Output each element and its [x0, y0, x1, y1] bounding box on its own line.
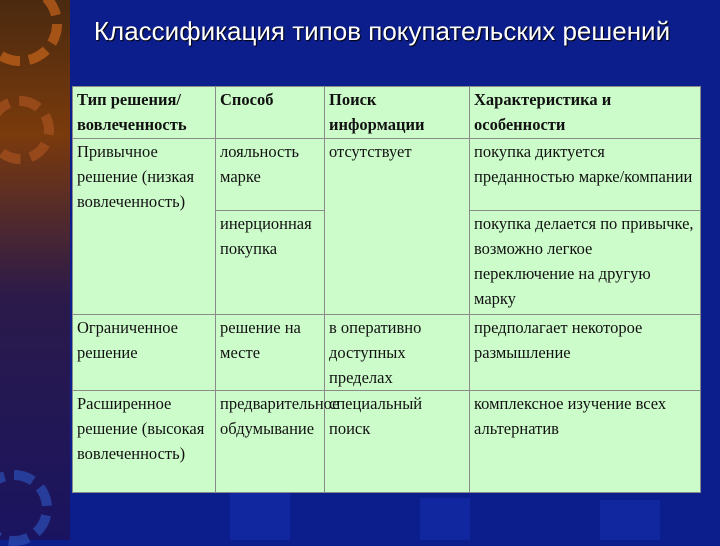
header-cell: Характеристика и особенности — [470, 87, 701, 139]
table-cell: предполагает некоторое размышление — [470, 315, 701, 391]
table-cell: инерционная покупка — [216, 211, 325, 315]
table-cell: в оперативно доступных пределах — [325, 315, 470, 391]
table-cell: Расширенное решение (высокая вовлеченность) — [73, 391, 216, 493]
header-cell: Тип решения/ вовлеченность — [73, 87, 216, 139]
decorative-sidebar — [0, 0, 70, 540]
table-cell: покупка диктуется преданностью марке/компании — [470, 139, 701, 211]
table-cell: специальный поиск — [325, 391, 470, 493]
table-row — [73, 139, 701, 211]
background-shape — [600, 500, 660, 540]
table-cell: решение на месте — [216, 315, 325, 391]
table-cell: лояльность марке — [216, 139, 325, 211]
background-shape — [230, 490, 290, 540]
table-header-row — [73, 87, 701, 139]
table-cell: Ограниченное решение — [73, 315, 216, 391]
background-shape — [420, 498, 470, 540]
classification-table — [72, 86, 700, 492]
table-cell: отсутствует — [325, 139, 470, 315]
table-cell: Привычное решение (низкая вовлеченность) — [73, 139, 216, 315]
table-row — [73, 391, 701, 493]
header-cell: Способ — [216, 87, 325, 139]
table-cell: покупка делается по привычке, возможно легкое переключение на другую марку — [470, 211, 701, 315]
table-row — [73, 315, 701, 391]
table-cell: предварительное обдумывание — [216, 391, 325, 493]
header-cell: Поиск информации — [325, 87, 470, 139]
table-cell: комплексное изучение всех альтернатив — [470, 391, 701, 493]
slide-title: Классификация типов покупательских решений — [93, 16, 671, 46]
